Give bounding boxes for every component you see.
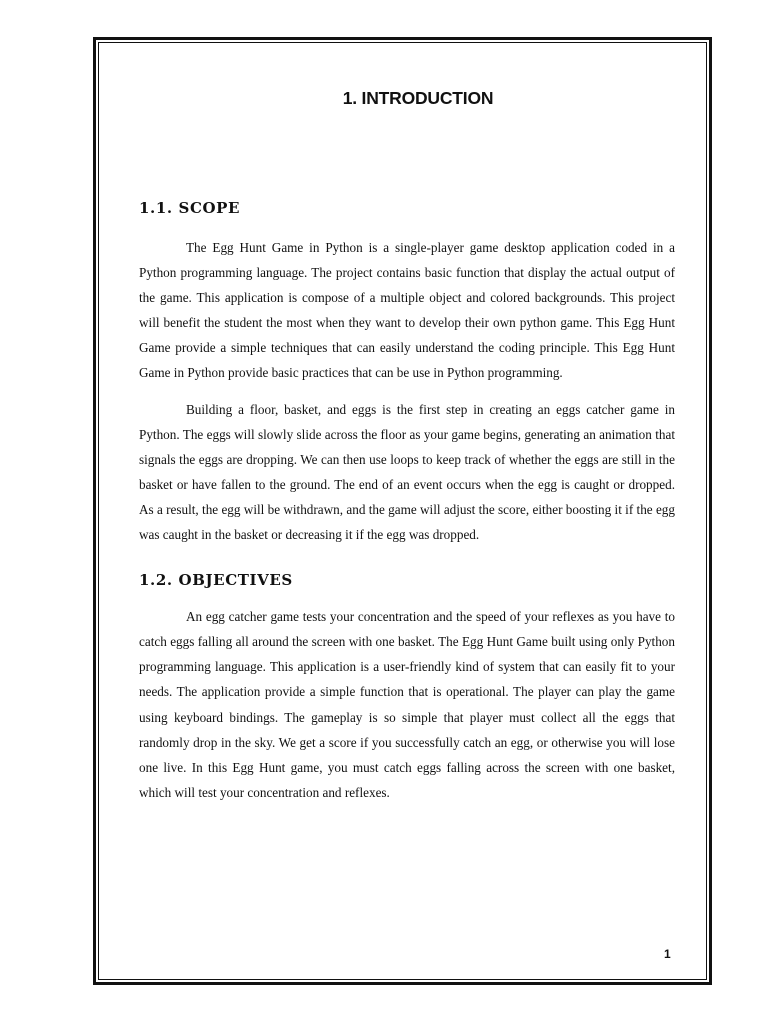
scope-paragraph-1: The Egg Hunt Game in Python is a single-player game desktop application coded in a Python programming language. The project contains basic function that display the actual output of the game. This application is compose of a multiple object and colored backgrounds. This project will benefit the student the most when they want to develop their own python game. This Egg Hunt Game provide a simple techniques that can easily understand the coding principle. This Egg Hunt Game in Python provide basic practices that can be use in Python programming. [139,240,675,381]
page-number: 1 [664,947,671,961]
objectives-paragraph-1: An egg catcher game tests your concentration and the speed of your reflexes as you have to catch eggs falling all around the screen with one basket. The Egg Hunt Game built using only Python programming language. This application is a user-friendly kind of system that can easily fit to your needs. The application provide a simple function that is operational. The player can play the game using keyboard bindings. The gameplay is so simple that player must collect all the eggs that randomly drop in the sky. We get a score if you successfully catch an egg, or otherwise you will lose one live. In this Egg Hunt game, you must catch eggs falling across the screen with one basket, which will test your concentration and reflexes. [139,609,675,800]
scope-paragraph-2: Building a floor, basket, and eggs is the first step in creating an eggs catcher game in Python. The eggs will slowly slide across the floor as your game begins, generating an animation that signals the eggs are dropping. We can then use loops to keep track of whether the eggs are still in the basket or have fallen to the ground. The end of an event occurs when the egg is caught or dropped. As a result, the egg will be withdrawn, and the game will adjust the score, either boosting it if the egg was caught in the basket or decreasing it if the egg was dropped. [139,401,675,543]
section-heading-objectives: 1.2. OBJECTIVES [139,571,293,590]
chapter-title: 1. INTRODUCTION [342,88,494,108]
page-content [139,84,675,805]
section-heading-scope: 1.1. SCOPE [139,199,241,217]
